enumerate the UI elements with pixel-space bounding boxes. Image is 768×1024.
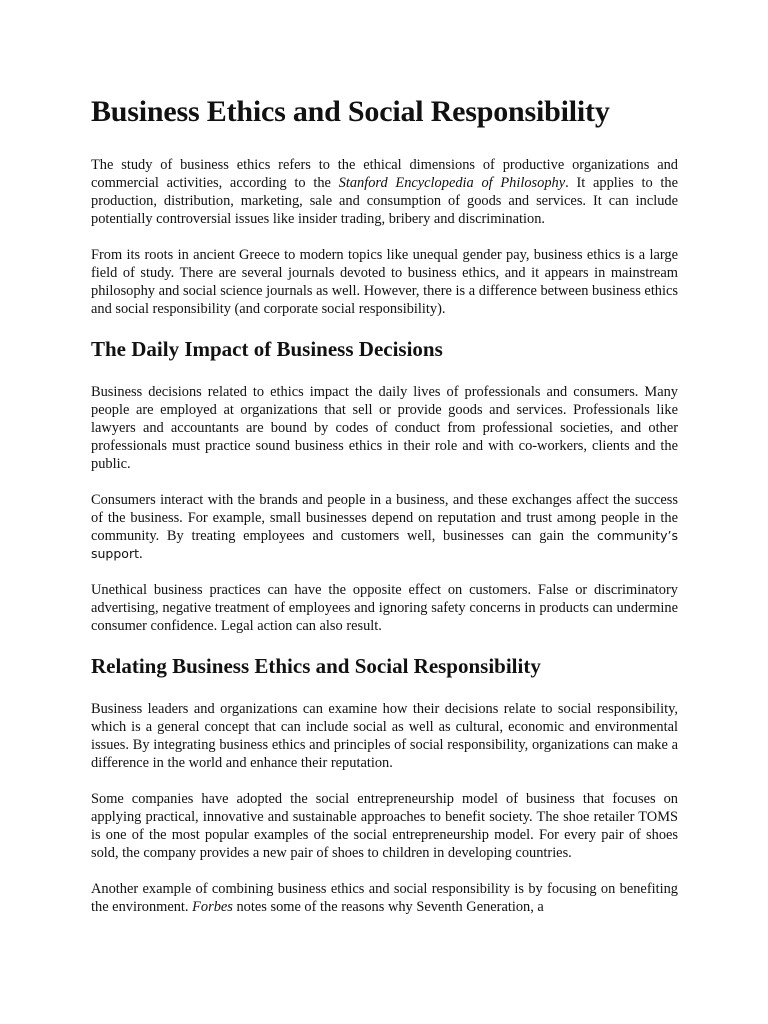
section-2-paragraph-1: Business leaders and organizations can examine how their decisions relate to social responsibility, which is a general concept that can include social as well as cultural, economic and environmental issues. By integrating business ethics and principles of social responsibility, organizations can make a difference in the world and enhance their reputation. (91, 701, 678, 771)
intro-p1-text-after: . It applies to the production, distribution, marketing, sale and consumption of goods and services. It can include potentially controversial issues like insider trading, bribery and discrimination. (91, 175, 678, 227)
section-1-heading: The Daily Impact of Business Decisions (91, 337, 443, 361)
section-1-p2-text: Consumers interact with the brands and people in a business, and these exchanges affect the success of the business. For example, small businesses depend on reputation and trust among people in the community. By treating employees and customers well, businesses can gain the (91, 492, 678, 544)
section-2-p3-italic-source: Forbes (192, 899, 233, 915)
section-1-p2-end: . (139, 546, 143, 562)
section-2-p3-text-before: Another example of combining business ethics and social responsibility is by focusing on benefiting the environment. (91, 881, 678, 915)
document-title: Business Ethics and Social Responsibility (91, 95, 610, 128)
section-2-paragraph-3 (91, 880, 678, 916)
section-1-paragraph-2 (91, 491, 678, 563)
section-2-p3-text-after: notes some of the reasons why Seventh Generation, a (232, 899, 544, 915)
section-1-p2-sans-fragment: community’s support (91, 528, 678, 561)
intro-p1-text-before: The study of business ethics refers to the ethical dimensions of productive organizations and commercial activities, according to the (91, 157, 678, 191)
intro-p1-italic-source: Stanford Encyclopedia of Philosophy (338, 175, 566, 191)
intro-paragraph-1 (91, 156, 678, 228)
intro-paragraph-2: From its roots in ancient Greece to modern topics like unequal gender pay, business ethics is a large field of study. There are several journals devoted to business ethics, and it appears in mainstream philosophy and social science journals as well. However, there is a difference between business ethics and social responsibility (and corporate social responsibility). (91, 247, 678, 317)
section-1-paragraph-1: Business decisions related to ethics impact the daily lives of professionals and consumers. Many people are employed at organizations that sell or provide goods and services. Professionals like lawyers and accountants are bound by codes of conduct from professional societies, and other professionals must practice sound business ethics in their role and with co-workers, clients and the public. (91, 384, 678, 472)
section-2-paragraph-2: Some companies have adopted the social entrepreneurship model of business that focuses on applying practical, innovative and sustainable approaches to benefit society. The shoe retailer TOMS is one of the most popular examples of the social entrepreneurship model. For every pair of shoes sold, the company provides a new pair of shoes to children in developing countries. (91, 791, 678, 861)
section-2-heading: Relating Business Ethics and Social Responsibility (91, 654, 541, 678)
section-1-paragraph-3: Unethical business practices can have the opposite effect on customers. False or discriminatory advertising, negative treatment of employees and ignoring safety concerns in products can undermine consumer confidence. Legal action can also result. (91, 582, 678, 634)
